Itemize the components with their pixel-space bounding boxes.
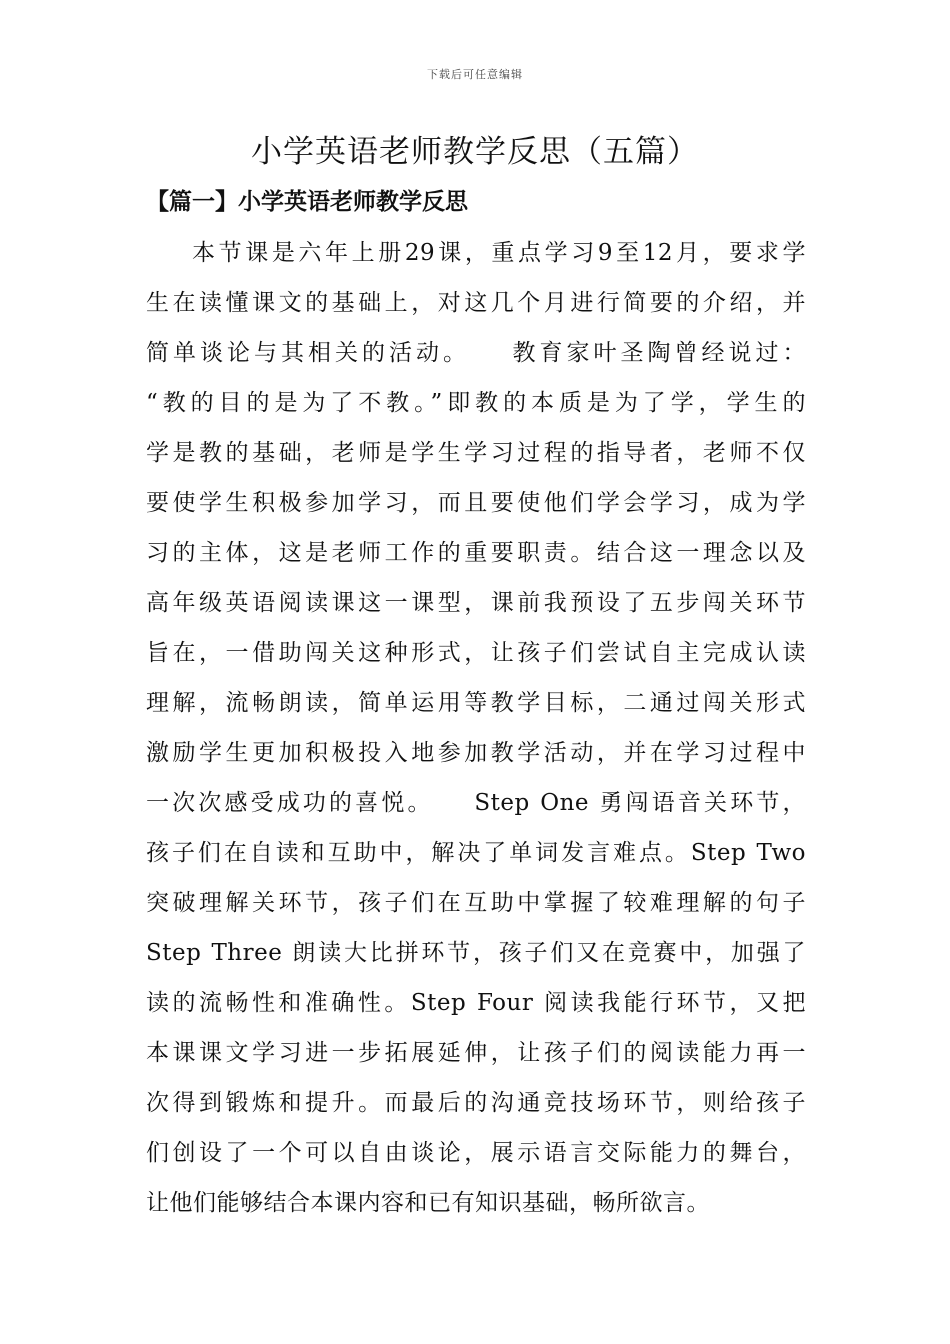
paragraph-line: 本节课是六年上册29课，重点学习9至12月，要求学 xyxy=(192,240,806,266)
paragraph-line: “教的目的是为了不教。”即教的本质是为了学，学生的 xyxy=(146,390,806,416)
paragraph-line: Step Three 朗读大比拼环节，孩子们又在竞赛中，加强了 xyxy=(146,940,806,966)
paragraph-line: 次得到锻炼和提升。而最后的沟通竞技场环节，则给孩子 xyxy=(146,1090,806,1116)
paragraph-line: 简单谈论与其相关的活动。 教育家叶圣陶曾经说过： xyxy=(146,340,806,366)
paragraph-line: 读的流畅性和准确性。Step Four 阅读我能行环节，又把 xyxy=(146,990,806,1016)
paragraph-line: 生在读懂课文的基础上，对这几个月进行简要的介绍，并 xyxy=(146,290,806,316)
paragraph-line: 高年级英语阅读课这一课型，课前我预设了五步闯关环节 xyxy=(146,590,806,616)
paragraph-line: 旨在，一借助闯关这种形式，让孩子们尝试自主完成认读 xyxy=(146,640,806,666)
section-heading: 【篇一】小学英语老师教学反思 xyxy=(146,188,468,215)
paragraph-line: 们创设了一个可以自由谈论，展示语言交际能力的舞台， xyxy=(146,1140,806,1166)
paragraph-line: 突破理解关环节，孩子们在互助中掌握了较难理解的句子 xyxy=(146,890,806,916)
paragraph-line: 孩子们在自读和互助中，解决了单词发言难点。Step Two xyxy=(146,840,806,866)
paragraph-line: 要使学生积极参加学习，而且要使他们学会学习，成为学 xyxy=(146,490,806,516)
paragraph-line: 一次次感受成功的喜悦。 Step One 勇闯语音关环节， xyxy=(146,790,806,816)
document-title: 小学英语老师教学反思（五篇） xyxy=(251,134,699,170)
paragraph-line: 理解，流畅朗读，简单运用等教学目标，二通过闯关形式 xyxy=(146,690,806,716)
paragraph-line: 习的主体，这是老师工作的重要职责。结合这一理念以及 xyxy=(146,540,806,566)
paragraph-line: 本课课文学习进一步拓展延伸，让孩子们的阅读能力再一 xyxy=(146,1040,806,1066)
paragraph-line: 激励学生更加积极投入地参加教学活动，并在学习过程中 xyxy=(146,740,806,766)
header-note: 下载后可任意编辑 xyxy=(427,68,523,81)
paragraph-line: 学是教的基础，老师是学生学习过程的指导者，老师不仅 xyxy=(146,440,806,466)
body-paragraph xyxy=(146,228,806,1228)
paragraph-line: 让他们能够结合本课内容和已有知识基础，畅所欲言。 xyxy=(146,1190,710,1216)
